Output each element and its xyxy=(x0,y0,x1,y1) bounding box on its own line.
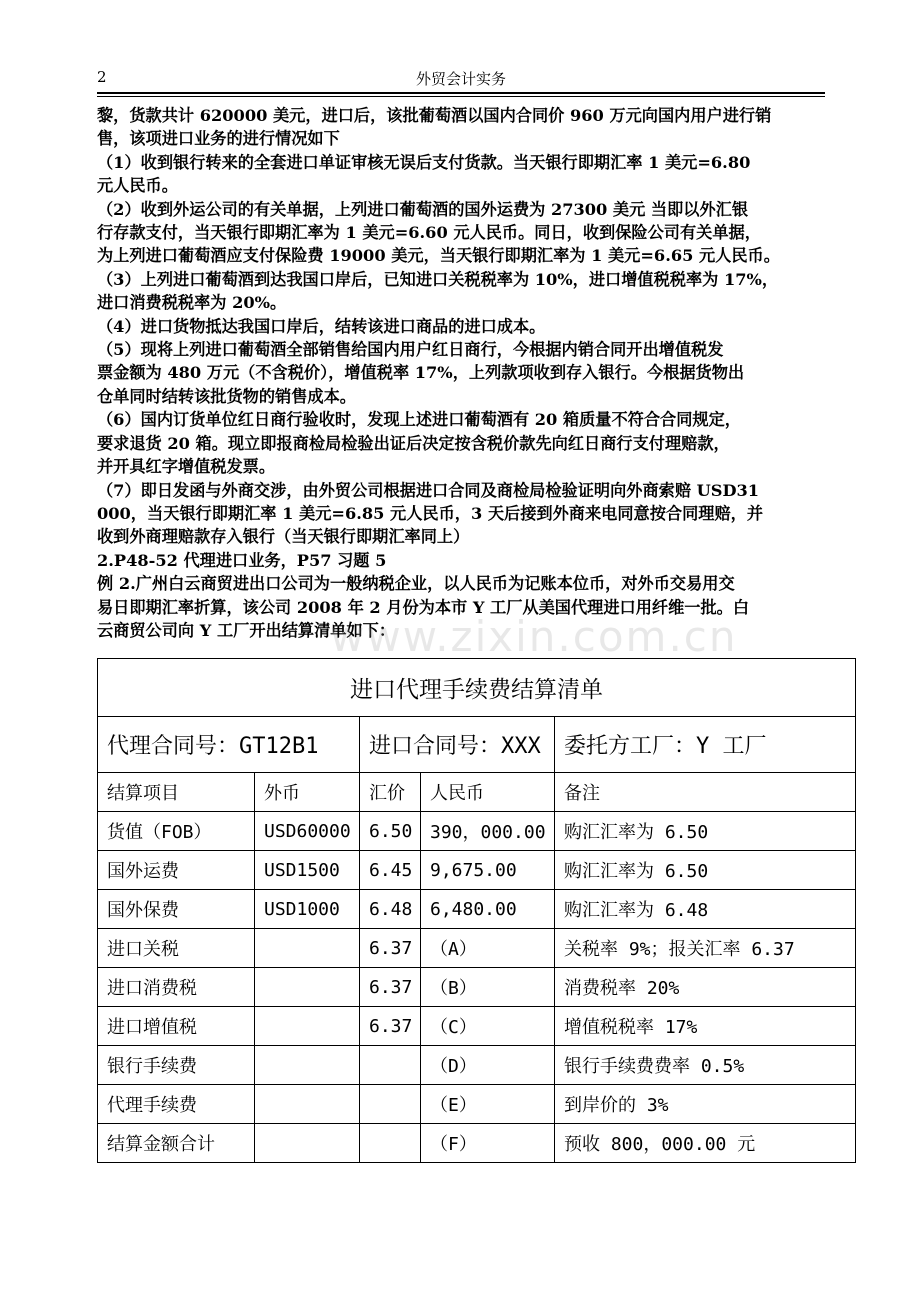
table-row xyxy=(98,812,856,851)
note-cell: 预收 800，000.00 元 xyxy=(555,1124,856,1163)
text-line: 元人民币。 xyxy=(97,176,178,196)
rmb-cell: （B） xyxy=(421,968,555,1007)
rmb-cell: （D） xyxy=(421,1046,555,1085)
text-line: 仓单同时结转该批货物的销售成本。 xyxy=(97,386,356,406)
table-row xyxy=(98,1085,856,1124)
table-row xyxy=(98,1007,856,1046)
watermark: www.zixin.com.cn xyxy=(330,612,738,661)
column-header: 备注 xyxy=(555,773,856,812)
text-line: （3）上列进口葡萄酒到达我国口岸后，已知进口关税税率为 10%，进口增值税税率为 17%， xyxy=(97,269,779,289)
item-cell: 银行手续费 xyxy=(98,1046,255,1085)
rate-cell: 6.37 xyxy=(360,1007,421,1046)
table-header-row xyxy=(98,773,856,812)
column-header: 人民币 xyxy=(421,773,555,812)
item-cell: 国外运费 xyxy=(98,851,255,890)
table-row xyxy=(98,890,856,929)
text-line: 为上列进口葡萄酒应支付保险费 19000 美元，当天银行即期汇率为 1 美元=6.65 元人民币。 xyxy=(97,246,780,266)
table-row xyxy=(98,968,856,1007)
item-cell: 进口消费税 xyxy=(98,968,255,1007)
text-line: 票金额为 480 万元（不含税价），增值税率 17%，上列款项收到存入银行。今根据货物出 xyxy=(97,363,745,383)
note-cell: 消费税率 20% xyxy=(555,968,856,1007)
rate-cell xyxy=(360,1046,421,1085)
column-header: 结算项目 xyxy=(98,773,255,812)
import-contract-no: 进口合同号：XXX xyxy=(360,717,555,773)
rmb-cell: 6,480.00 xyxy=(421,890,555,929)
foreign-currency-cell xyxy=(255,1085,360,1124)
text-line: 云商贸公司向 Y 工厂开出结算清单如下： xyxy=(97,620,396,640)
rate-cell: 6.37 xyxy=(360,929,421,968)
table-title: 进口代理手续费结算清单 xyxy=(98,659,856,717)
rate-cell: 6.45 xyxy=(360,851,421,890)
client-factory: 委托方工厂：Y 工厂 xyxy=(555,717,856,773)
foreign-currency-cell xyxy=(255,1046,360,1085)
note-cell: 购汇汇率为 6.50 xyxy=(555,812,856,851)
foreign-currency-cell: USD1500 xyxy=(255,851,360,890)
column-header: 外币 xyxy=(255,773,360,812)
text-line: 要求退货 20 箱。现立即报商检局检验出证后决定按含税价款先向红日商行支付理赔款， xyxy=(97,433,730,453)
rate-cell: 6.37 xyxy=(360,968,421,1007)
item-cell: 代理手续费 xyxy=(98,1085,255,1124)
note-cell: 购汇汇率为 6.50 xyxy=(555,851,856,890)
rate-cell xyxy=(360,1085,421,1124)
item-cell: 结算金额合计 xyxy=(98,1124,255,1163)
header-rule-thin xyxy=(97,96,825,97)
text-line: （6）国内订货单位红日商行验收时，发现上述进口葡萄酒有 20 箱质量不符合合同规定， xyxy=(97,410,741,430)
text-line: 进口消费税税率为 20%。 xyxy=(97,293,287,313)
text-line: 000，当天银行即期汇率 1 美元=6.85 元人民币，3 天后接到外商来电同意按合同理赔，并 xyxy=(97,503,764,523)
note-cell: 增值税税率 17% xyxy=(555,1007,856,1046)
page-number: 2 xyxy=(97,68,107,86)
item-cell: 进口增值税 xyxy=(98,1007,255,1046)
table-row xyxy=(98,929,856,968)
text-line: （5）现将上列进口葡萄酒全部销售给国内用户红日商行，今根据内销合同开出增值税发 xyxy=(97,340,724,360)
note-cell: 银行手续费费率 0.5% xyxy=(555,1046,856,1085)
text-line: 行存款支付，当天银行即期汇率为 1 美元=6.60 元人民币。同日，收到保险公司有关单据， xyxy=(97,223,761,243)
foreign-currency-cell xyxy=(255,929,360,968)
table-row xyxy=(98,1124,856,1163)
item-cell: 国外保费 xyxy=(98,890,255,929)
running-title: 外贸会计实务 xyxy=(415,70,506,88)
settlement-table xyxy=(97,658,856,1163)
foreign-currency-cell xyxy=(255,1124,360,1163)
agency-contract-no: 代理合同号：GT12B1 xyxy=(98,717,360,773)
text-line: （4）进口货物抵达我国口岸后，结转该进口商品的进口成本。 xyxy=(97,316,546,336)
text-line: 例 2.广州白云商贸进出口公司为一般纳税企业，以人民币为记账本位币，对外币交易用交 xyxy=(97,574,735,594)
body-text xyxy=(97,104,827,642)
foreign-currency-cell: USD60000 xyxy=(255,812,360,851)
foreign-currency-cell: USD1000 xyxy=(255,890,360,929)
item-cell: 进口关税 xyxy=(98,929,255,968)
rmb-cell: 9,675.00 xyxy=(421,851,555,890)
item-cell: 货值（FOB） xyxy=(98,812,255,851)
foreign-currency-cell xyxy=(255,1007,360,1046)
rmb-cell: （A） xyxy=(421,929,555,968)
text-line: 2.P48-52 代理进口业务，P57 习题 5 xyxy=(97,550,387,570)
rate-cell: 6.48 xyxy=(360,890,421,929)
text-line: （7）即日发函与外商交涉，由外贸公司根据进口合同及商检局检验证明向外商索赔 USD31 xyxy=(97,480,760,500)
page-header xyxy=(97,64,825,92)
text-line: （1）收到银行转来的全套进口单证审核无误后支付货款。当天银行即期汇率 1 美元=6.80 xyxy=(97,152,751,172)
rate-cell xyxy=(360,1124,421,1163)
header-rule xyxy=(97,92,825,94)
text-line: 黎，货款共计 620000 美元，进口后，该批葡萄酒以国内合同价 960 万元向国内用户进行销 xyxy=(97,106,772,125)
rate-cell: 6.50 xyxy=(360,812,421,851)
text-line: 易日即期汇率折算，该公司 2008 年 2 月份为本市 Y 工厂从美国代理进口用纤维一批。白 xyxy=(97,597,750,617)
table-row xyxy=(98,851,856,890)
text-line: （2）收到外运公司的有关单据，上列进口葡萄酒的国外运费为 27300 美元 当即以外汇银 xyxy=(97,199,749,219)
text-line: 售，该项进口业务的进行情况如下 xyxy=(97,129,340,149)
note-cell: 关税率 9%；报关汇率 6.37 xyxy=(555,929,856,968)
table-row xyxy=(98,1046,856,1085)
note-cell: 购汇汇率为 6.48 xyxy=(555,890,856,929)
column-header: 汇价 xyxy=(360,773,421,812)
rmb-cell: 390，000.00 xyxy=(421,812,555,851)
text-line: 并开具红字增值税发票。 xyxy=(97,457,276,477)
note-cell: 到岸价的 3% xyxy=(555,1085,856,1124)
text-line: 收到外商理赔款存入银行（当天银行即期汇率同上） xyxy=(97,527,470,547)
foreign-currency-cell xyxy=(255,968,360,1007)
rmb-cell: （C） xyxy=(421,1007,555,1046)
rmb-cell: （E） xyxy=(421,1085,555,1124)
rmb-cell: （F） xyxy=(421,1124,555,1163)
